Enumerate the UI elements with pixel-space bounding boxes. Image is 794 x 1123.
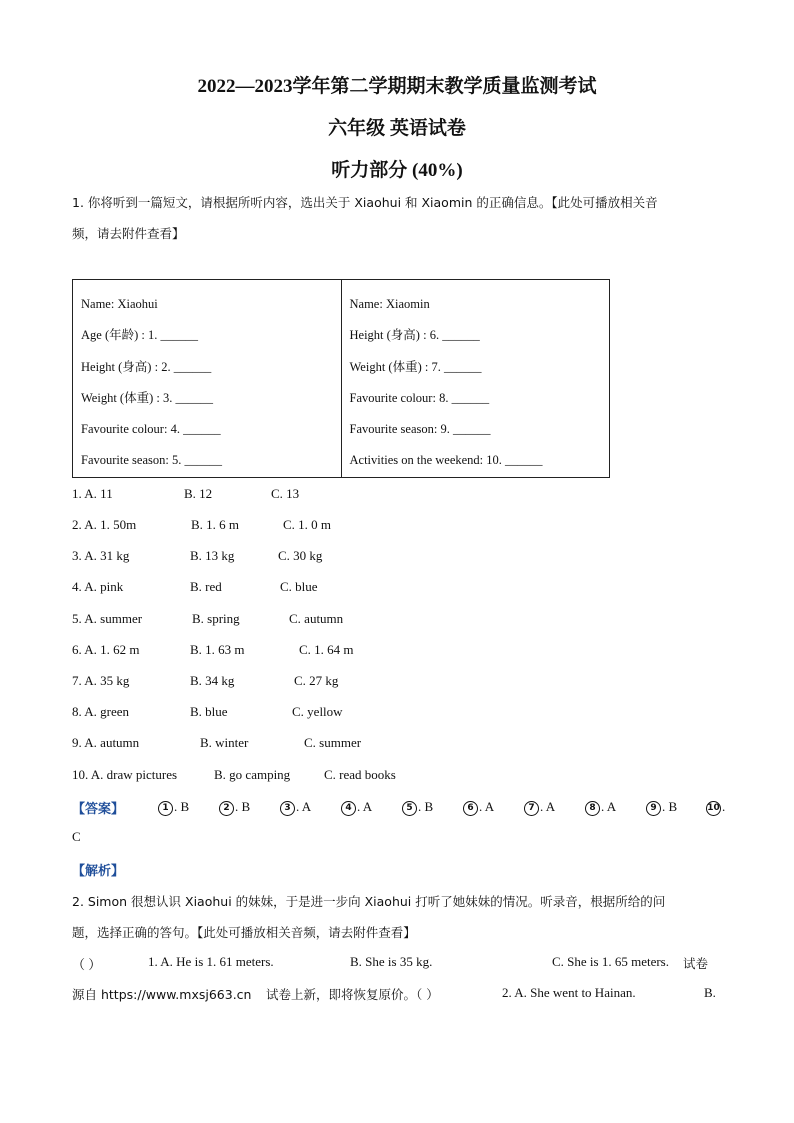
option-a: 10. A. draw pictures: [72, 767, 178, 782]
q2-answer-paren: （ ）: [72, 957, 102, 972]
circled-number: 4: [341, 801, 356, 816]
answer-item: 8 . A: [585, 799, 616, 816]
xiaohui-column: [73, 280, 342, 478]
answer-item: 10 .: [707, 799, 726, 814]
option-a: 6. A. 1. 62 m: [72, 642, 140, 657]
option-a: 4. A. pink: [72, 579, 124, 594]
answer-label: 【答案】: [72, 802, 125, 817]
option-b: B. 13 kg: [190, 548, 235, 563]
option-c: C. summer: [304, 735, 362, 750]
table-cell: Weight (体重) : 7. ______: [349, 359, 482, 374]
option-c: C. blue: [280, 579, 318, 594]
option-c: C. 1. 0 m: [283, 517, 332, 532]
table-cell: Favourite season: 9. ______: [349, 422, 491, 437]
table-cell: Weight (体重) : 3. ______: [81, 390, 213, 405]
answer-item: 2 . B: [219, 799, 250, 816]
table-cell: Height (身高) : 6. ______: [349, 328, 480, 343]
question-1-line-2: 频，请去附件查看】: [72, 226, 185, 241]
info-table: [72, 279, 610, 478]
table-cell: Activities on the weekend: 10. ______: [349, 453, 543, 468]
option-a: 5. A. summer: [72, 611, 143, 626]
q2-next-option-a: 2. A. She went to Hainan.: [502, 985, 636, 1000]
exam-title: 2022—2023学年第二学期期末教学质量监测考试: [197, 76, 597, 97]
option-b: B. blue: [190, 704, 228, 719]
q2-tail-text: 试卷: [683, 956, 709, 971]
analysis-label: 【解析】: [72, 864, 125, 879]
notice-text: 试卷上新，即将恢复原价。（ ）: [266, 987, 439, 1002]
circled-number: 8: [585, 801, 600, 816]
option-b: B. go camping: [214, 767, 291, 782]
option-c: C. 13: [271, 486, 300, 501]
answer-item: 3 . A: [280, 799, 311, 816]
table-cell: Name: Xiaohui: [81, 297, 158, 311]
table-cell: Age (年龄) : 1. ______: [81, 328, 198, 343]
option-c: C. autumn: [289, 611, 344, 626]
circled-number: 2: [219, 801, 234, 816]
answer-item: 5 . B: [402, 799, 433, 816]
answer-item: 6 . A: [463, 799, 494, 816]
circled-number: 9: [646, 801, 661, 816]
option-b: B. red: [190, 579, 222, 594]
q2-next-option-b: B.: [704, 985, 716, 1000]
answer-item: 1 . B: [158, 799, 189, 816]
option-a: 8. A. green: [72, 704, 130, 719]
table-cell: Favourite season: 5. ______: [81, 453, 222, 468]
option-c: C. 30 kg: [278, 548, 323, 563]
circled-number: 3: [280, 801, 295, 816]
option-c: C. 27 kg: [294, 673, 339, 688]
option-b: B. 12: [184, 486, 213, 501]
option-b: B. winter: [200, 735, 249, 750]
answer-wrap: C: [72, 829, 81, 844]
option-a: 2. A. 1. 50m: [72, 517, 137, 532]
option-b: B. spring: [192, 611, 240, 626]
table-cell: Name: Xiaomin: [349, 297, 430, 311]
exam-subtitle: 六年级 英语试卷: [328, 118, 466, 139]
option-a: 3. A. 31 kg: [72, 548, 130, 563]
circled-number: 1: [158, 801, 173, 816]
question-1-line-1: 1. 你将听到一篇短文，请根据所听内容，选出关于 Xiaohui 和 Xiaomin 的正确信息。【此处可播放相关音: [72, 195, 658, 210]
option-b: B. 34 kg: [190, 673, 235, 688]
question-2-line-1: 2. Simon 很想认识 Xiaohui 的妹妹，于是进一步向 Xiaohui 打听了她妹妹的情况。听录音，根据所给的问: [72, 894, 666, 909]
q2-option-a: 1. A. He is 1. 61 meters.: [148, 954, 274, 969]
q2-option-b: B. She is 35 kg.: [350, 954, 433, 969]
circled-number: 10: [706, 801, 721, 816]
option-a: 7. A. 35 kg: [72, 673, 130, 688]
section-title: 听力部分 (40%): [331, 160, 463, 181]
answer-item: 9 . B: [646, 799, 677, 816]
option-c: C. 1. 64 m: [299, 642, 354, 657]
option-c: C. yellow: [292, 704, 343, 719]
option-a: 1. A. 11: [72, 486, 113, 501]
option-b: B. 1. 63 m: [190, 642, 245, 657]
option-b: B. 1. 6 m: [191, 517, 240, 532]
circled-number: 6: [463, 801, 478, 816]
question-2-line-2: 题，选择正确的答句。【此处可播放相关音频，请去附件查看】: [72, 925, 416, 940]
answer-item: 4 . A: [341, 799, 372, 816]
option-a: 9. A. autumn: [72, 735, 140, 750]
circled-number: 5: [402, 801, 417, 816]
answer-item: 7 . A: [524, 799, 555, 816]
q2-option-c: C. She is 1. 65 meters.: [552, 954, 669, 969]
table-cell: Favourite colour: 4. ______: [81, 422, 221, 437]
circled-number: 7: [524, 801, 539, 816]
option-c: C. read books: [324, 767, 396, 782]
source-line: 源自 https://www.mxsj663.cn: [72, 987, 252, 1002]
table-cell: Height (身高) : 2. ______: [81, 359, 212, 374]
table-cell: Favourite colour: 8. ______: [349, 390, 490, 405]
xiaomin-column: [341, 280, 610, 478]
